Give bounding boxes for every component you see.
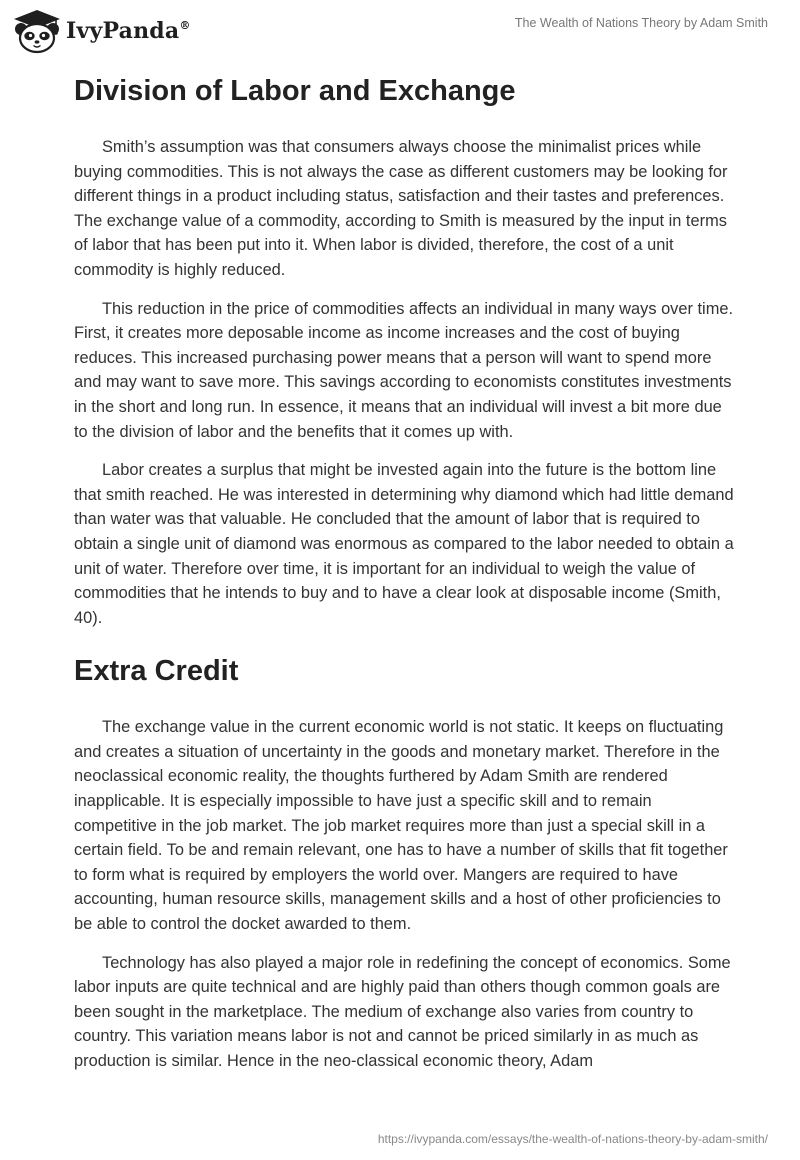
- paragraph: Smith’s assumption was that consumers always choose the minimalist prices while buying commodities. This is not always the case as different customers may be looking for different things in a product including status, satisfaction and their tastes and preferences. The exchange value of a commodity, according to Smith is measured by the input in terms of labor that has been put into it. When labor is divided, therefore, the cost of a unit commodity is highly reduced.: [74, 138, 728, 279]
- ivypanda-logo[interactable]: [12, 8, 191, 54]
- page-header: [0, 0, 800, 62]
- section-heading: Extra Credit: [74, 655, 239, 688]
- paragraph: Technology has also played a major role in redefining the concept of economics. Some labor inputs are quite technical and are highly paid than others though common goals are been sought in the marketplace. The medium of exchange also varies from country to country. This variation means labor is not and cannot be priced similarly in as much as production is similar. Hence in the neo-classical economic theory, Adam: [74, 953, 731, 1070]
- brand-name: IvyPanda®: [66, 18, 191, 44]
- section-heading: Division of Labor and Exchange: [74, 75, 516, 107]
- essay-content: [74, 70, 734, 1088]
- source-url[interactable]: https://ivypanda.com/essays/the-wealth-of-nations-theory-by-adam-smith/: [377, 1132, 768, 1146]
- paragraph: The exchange value in the current economic world is not static. It keeps on fluctuating and creates a situation of uncertainty in the goods and monetary market. Therefore in the neoclassical economic reality, the thoughts furthered by Adam Smith are rendered inapplicable. It is especially impossible to have just a specific skill and to remain competitive in the job market. The job market requires more than just a special skill in a certain field. To be and remain relevant, one has to have a number of skills that fit together to form what is required by employers the world over. Mangers are required to have accounting, human resource skills, management skills and a host of other proficiencies to be able to control the docket awarded to them.: [74, 718, 728, 934]
- paragraph: This reduction in the price of commodities affects an individual in many ways over time. First, it creates more deposable income as income increases and the cost of buying reduces. This increased purchasing power means that a person will want to spend more and may want to save more. This savings according to economists constitutes investments in the short and long run. In essence, it means that an individual will invest a bit more due to the division of labor and the benefits that it comes up with.: [74, 299, 734, 441]
- panda-graduate-icon: [12, 8, 62, 54]
- registered-mark: ®: [179, 19, 191, 32]
- paragraph: Labor creates a surplus that might be invested again into the future is the bottom line that smith reached. He was interested in determining why diamond which had little demand than water was that valuable. He concluded that the amount of labor that is required to obtain a single unit of diamond was enormous as compared to the labor needed to obtain a unit of water. Therefore over time, it is important for an individual to weigh the value of commodities that he intends to buy and to have a clear look at disposable income (Smith, 40).: [74, 461, 734, 627]
- document-title: The Wealth of Nations Theory by Adam Smith: [514, 16, 768, 30]
